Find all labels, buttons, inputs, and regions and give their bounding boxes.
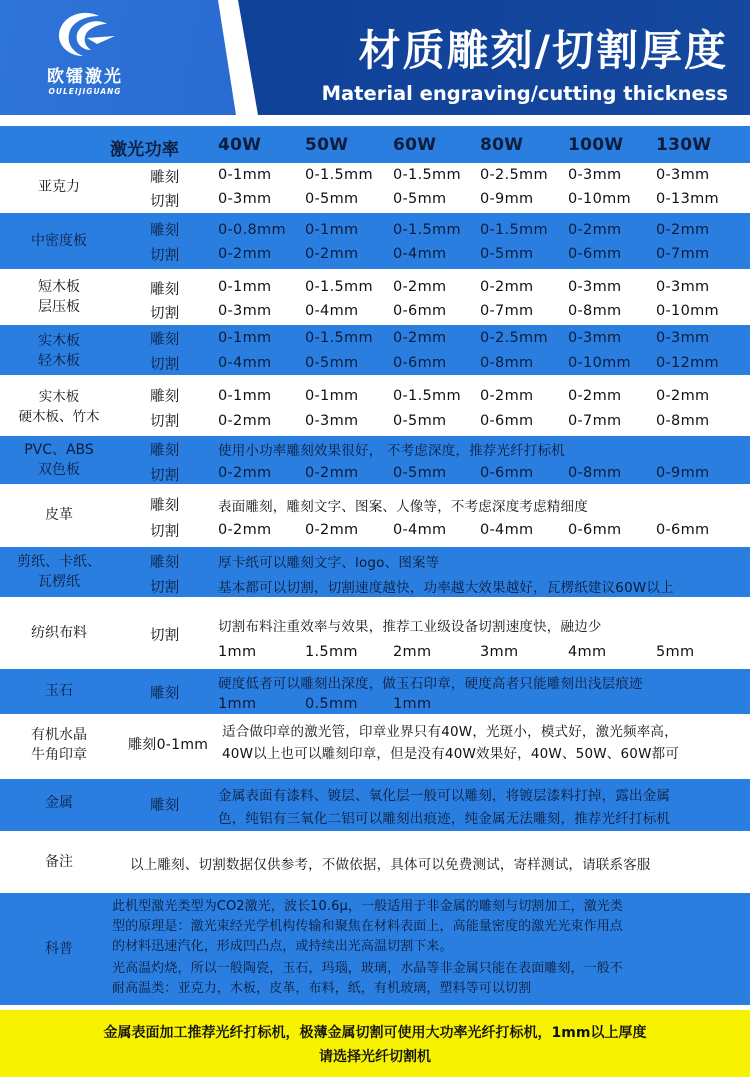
table-row — [0, 325, 750, 375]
metal-note-line: 色，纯铝有三氧化二铝可以雕刻出痕迹，纯金属无法雕刻，推荐光纤打标机 — [218, 811, 671, 827]
value-cell: 0-1mm — [218, 279, 272, 295]
value-cell: 0-6mm — [568, 246, 622, 262]
op-label: 切割 — [150, 628, 180, 644]
science-line: 耐高温类：亚克力，木板，皮革，布料，纸，有机玻璃，塑料等可以切割 — [112, 981, 532, 996]
value-cell: 5mm — [656, 644, 695, 660]
table-row — [0, 597, 750, 669]
table-row — [0, 893, 750, 1005]
brand-name-cn: 欧镭激光 — [47, 67, 123, 87]
value-cell: 0-6mm — [656, 522, 710, 538]
column-header-130w: 130W — [656, 135, 712, 155]
brand-name-en: OULEIJIGUANG — [48, 87, 122, 96]
op-label: 雕刻 — [150, 389, 180, 405]
value-cell: 0-2mm — [218, 413, 272, 429]
metal-note-line: 金属表面有漆料、镀层、氧化层一般可以雕刻，将镀层漆料打掉，露出金属 — [218, 788, 671, 804]
thickness-table — [0, 126, 750, 1005]
value-cell: 0-3mm — [305, 413, 359, 429]
op-label: 切割 — [150, 357, 180, 373]
table-row — [0, 831, 750, 893]
material-label: 金属 — [45, 795, 73, 811]
science-line: 光高温灼烧，所以一般陶瓷，玉石，玛瑙，玻璃，水晶等非金属只能在表面雕刻，一般不 — [112, 961, 623, 976]
value-cell: 0-2mm — [305, 465, 359, 481]
footer-banner — [0, 1010, 750, 1077]
table-row — [0, 714, 750, 779]
seal-note-line: 适合做印章的激光管，印章业界只有40W，光斑小，模式好，激光频率高， — [222, 724, 678, 740]
value-cell: 0-1.5mm — [480, 222, 548, 238]
value-cell: 0-5mm — [305, 191, 359, 207]
remark-text: 以上雕刻、切割数据仅供参考，不做依据，具体可以免费测试，寄样测试，请联系客服 — [130, 857, 651, 873]
header-banner — [0, 0, 750, 115]
table-row — [0, 484, 750, 547]
value-cell: 0-3mm — [568, 167, 622, 183]
value-cell: 0-4mm — [218, 355, 272, 371]
value-cell: 0-1mm — [305, 222, 359, 238]
value-cell: 0-1.5mm — [393, 167, 461, 183]
value-cell: 0-5mm — [393, 191, 447, 207]
value-cell: 0-12mm — [656, 355, 719, 371]
op-label: 切割 — [150, 414, 180, 430]
op-label: 雕刻 — [150, 170, 180, 186]
value-cell: 0-6mm — [393, 303, 447, 319]
value-cell: 0-10mm — [568, 355, 631, 371]
op-label: 雕刻 — [150, 282, 180, 298]
op-label: 切割 — [150, 194, 180, 210]
value-cell: 0-1.5mm — [393, 388, 461, 404]
value-cell: 0-6mm — [393, 355, 447, 371]
engrave-note: 厚卡纸可以雕刻文字、logo、图案等 — [218, 555, 440, 571]
footer-line: 金属表面加工推荐光纤打标机，极薄金属切割可使用大功率光纤打标机，1mm以上厚度 — [103, 1025, 647, 1041]
value-cell: 1mm — [218, 644, 257, 660]
table-header-row — [0, 126, 750, 163]
value-cell: 0-3mm — [656, 330, 710, 346]
value-cell: 0-7mm — [568, 413, 622, 429]
value-cell: 0-2mm — [656, 388, 710, 404]
value-cell: 4mm — [568, 644, 607, 660]
op-label: 雕刻 — [150, 443, 180, 459]
value-cell: 0-1.5mm — [305, 167, 373, 183]
table-row — [0, 547, 750, 597]
value-cell: 0-2mm — [305, 246, 359, 262]
table-row — [0, 213, 750, 269]
value-cell: 1mm — [218, 696, 257, 712]
cut-note: 基本都可以切割，切割速度越快，功率越大效果越好，瓦楞纸建议60W以上 — [218, 580, 674, 596]
value-cell: 0-6mm — [480, 413, 534, 429]
page-subtitle: Material engraving/cutting thickness — [321, 82, 728, 105]
op-label: 切割 — [150, 468, 180, 484]
jade-note: 硬度低者可以雕刻出深度，做玉石印章，硬度高者只能雕刻出浅层痕迹 — [218, 676, 643, 692]
value-cell: 0-1mm — [218, 388, 272, 404]
op-label: 雕刻 — [150, 498, 180, 514]
value-cell: 0-6mm — [568, 522, 622, 538]
value-cell: 0-2mm — [656, 222, 710, 238]
value-cell: 0-9mm — [656, 465, 710, 481]
value-cell: 0-2mm — [480, 388, 534, 404]
table-row — [0, 436, 750, 484]
value-cell: 0-3mm — [656, 279, 710, 295]
value-cell: 0-8mm — [568, 303, 622, 319]
value-cell: 0-1mm — [218, 330, 272, 346]
science-line: 的材料迅速汽化，形成凹凸点，或持续出光高温切割下来。 — [112, 939, 453, 954]
material-label: 短木板 层压板 — [38, 279, 80, 315]
page-title: 材质雕刻/切割厚度 — [358, 26, 728, 75]
value-cell: 1mm — [393, 696, 432, 712]
value-cell: 0-7mm — [480, 303, 534, 319]
op-label: 雕刻 — [150, 332, 180, 348]
op-label: 雕刻 — [150, 686, 180, 702]
value-cell: 0-10mm — [656, 303, 719, 319]
swirl-logo-icon — [53, 10, 117, 62]
material-label: 有机水晶 牛角印章 — [31, 727, 87, 763]
value-cell: 0-13mm — [656, 191, 719, 207]
engrave-note: 使用小功率雕刻效果很好， 不考虑深度，推荐光纤打标机 — [218, 443, 565, 459]
value-cell: 0-4mm — [480, 522, 534, 538]
op-label: 切割 — [150, 580, 180, 596]
value-cell: 0-2.5mm — [480, 330, 548, 346]
value-cell: 0-4mm — [393, 522, 447, 538]
op-label: 切割 — [150, 306, 180, 322]
value-cell: 0-8mm — [568, 465, 622, 481]
value-cell: 0-2mm — [393, 279, 447, 295]
value-cell: 0-2mm — [305, 522, 359, 538]
science-label: 科普 — [45, 941, 73, 957]
value-cell: 0-8mm — [656, 413, 710, 429]
value-cell: 0-5mm — [480, 246, 534, 262]
value-cell: 0-3mm — [218, 303, 272, 319]
value-cell: 0-4mm — [305, 303, 359, 319]
material-label: 纺织布料 — [31, 625, 87, 641]
value-cell: 0-6mm — [480, 465, 534, 481]
value-cell: 0-3mm — [656, 167, 710, 183]
table-row — [0, 163, 750, 213]
op-label: 切割 — [150, 248, 180, 264]
table-row — [0, 269, 750, 325]
value-cell: 0-1.5mm — [305, 279, 373, 295]
op-label: 雕刻0-1mm — [128, 737, 209, 753]
material-label: 皮革 — [45, 507, 73, 523]
brand-logo — [35, 10, 135, 110]
value-cell: 0-7mm — [656, 246, 710, 262]
remark-label: 备注 — [45, 854, 73, 870]
value-cell: 0-1mm — [305, 388, 359, 404]
op-label: 切割 — [150, 524, 180, 540]
value-cell: 0-2mm — [218, 522, 272, 538]
value-cell: 0-10mm — [568, 191, 631, 207]
column-header-100w: 100W — [568, 135, 624, 155]
value-cell: 0-3mm — [218, 191, 272, 207]
value-cell: 0-2mm — [393, 330, 447, 346]
material-label: 玉石 — [45, 683, 73, 699]
value-cell: 0-3mm — [568, 279, 622, 295]
material-label: 亚克力 — [38, 179, 80, 195]
value-cell: 0-2mm — [218, 246, 272, 262]
engrave-note: 表面雕刻，雕刻文字、图案、人像等，不考虑深度考虑精细度 — [218, 499, 588, 515]
material-label: PVC、ABS 双色板 — [24, 442, 94, 478]
column-header-40w: 40W — [218, 135, 262, 155]
seal-note-line: 40W以上也可以雕刻印章，但是没有40W效果好，40W、50W、60W都可 — [222, 746, 680, 762]
value-cell: 0-2.5mm — [480, 167, 548, 183]
op-label: 雕刻 — [150, 223, 180, 239]
value-cell: 0-3mm — [568, 330, 622, 346]
op-label: 雕刻 — [150, 798, 180, 814]
value-cell: 0-8mm — [480, 355, 534, 371]
value-cell: 0.5mm — [305, 696, 358, 712]
science-line: 型的原理是：激光束经光学机构传输和聚焦在材料表面上，高能量密度的激光光束作用点 — [112, 919, 623, 934]
op-label: 雕刻 — [150, 555, 180, 571]
value-cell: 0-1.5mm — [393, 222, 461, 238]
value-cell: 0-9mm — [480, 191, 534, 207]
table-row — [0, 375, 750, 436]
column-header-60w: 60W — [393, 135, 437, 155]
value-cell: 0-5mm — [305, 355, 359, 371]
value-cell: 0-1mm — [218, 167, 272, 183]
material-label: 中密度板 — [31, 233, 87, 249]
value-cell: 0-1.5mm — [305, 330, 373, 346]
science-line: 此机型激光类型为CO2激光，波长10.6μ，一般适用于非金属的雕刻与切割加工，激光类 — [112, 899, 623, 914]
value-cell: 0-2mm — [568, 388, 622, 404]
table-row — [0, 779, 750, 831]
value-cell: 0-4mm — [393, 246, 447, 262]
value-cell: 3mm — [480, 644, 519, 660]
column-header-50w: 50W — [305, 135, 349, 155]
material-label: 实木板 硬木板、竹木 — [18, 389, 100, 425]
table-row — [0, 669, 750, 714]
value-cell: 0-2mm — [568, 222, 622, 238]
value-cell: 2mm — [393, 644, 432, 660]
value-cell: 0-5mm — [393, 465, 447, 481]
column-header-80w: 80W — [480, 135, 524, 155]
value-cell: 0-5mm — [393, 413, 447, 429]
column-header-power: 激光功率 — [110, 140, 180, 160]
footer-line: 请选择光纤切割机 — [319, 1049, 431, 1065]
value-cell: 0-0.8mm — [218, 222, 286, 238]
value-cell: 0-2mm — [218, 465, 272, 481]
value-cell: 0-2mm — [480, 279, 534, 295]
value-cell: 1.5mm — [305, 644, 358, 660]
material-label: 剪纸、卡纸、 瓦楞纸 — [17, 554, 101, 590]
material-label: 实木板 轻木板 — [38, 333, 80, 369]
fabric-note: 切割布料注重效率与效果，推荐工业级设备切割速度快，融边少 — [218, 619, 602, 635]
